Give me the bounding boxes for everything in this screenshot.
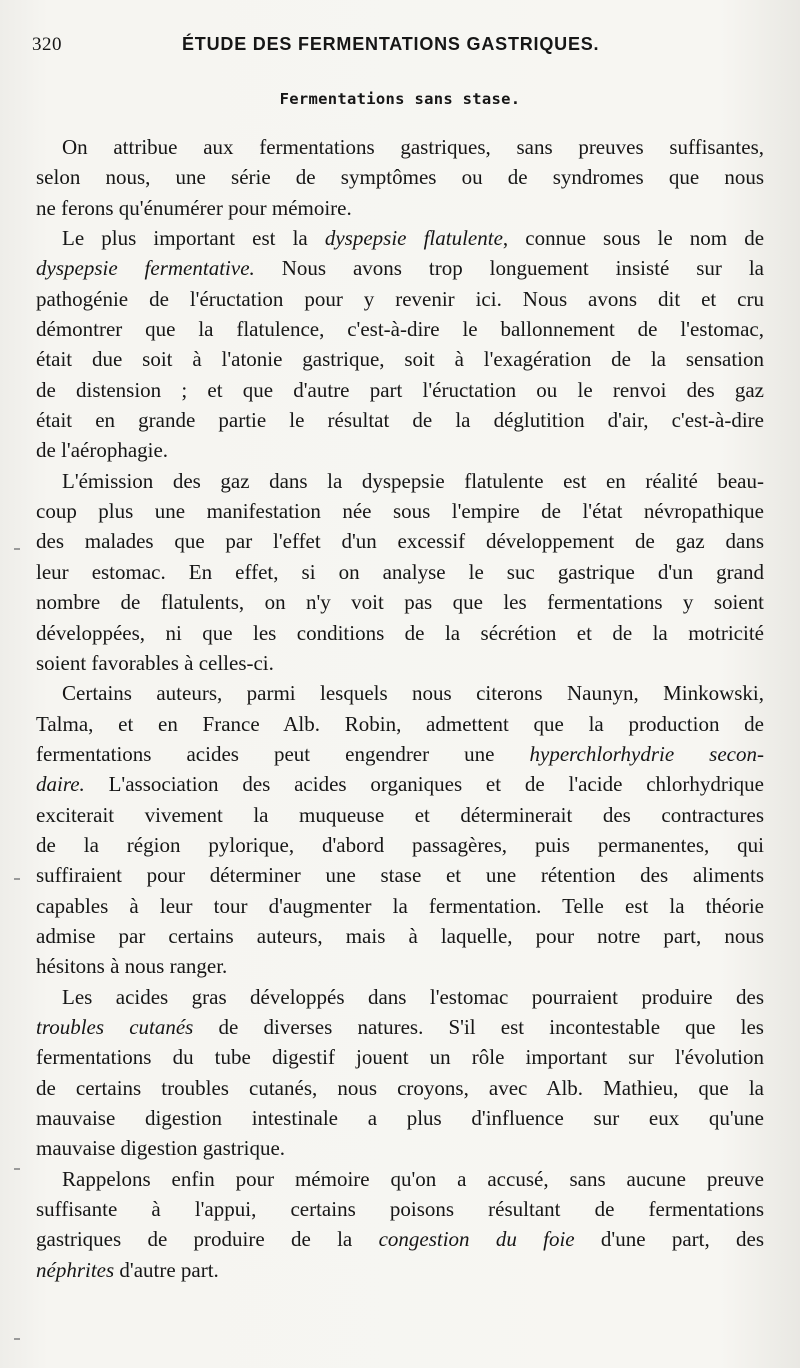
text-line (36, 587, 764, 617)
text-segment: capables à leur tour d'augmenter la fermentation. Telle est la théorie (36, 893, 764, 918)
text-segment: Nous avons trop longuement insisté sur la (254, 256, 765, 281)
body-text (36, 132, 764, 1285)
text-line (36, 344, 764, 374)
text-segment: coup plus une manifestation née sous l'empire de l'état névropathique (36, 499, 764, 524)
text-line (36, 284, 764, 314)
text-segment: suffisante à l'appui, certains poisons résultant de fermentations (36, 1197, 764, 1222)
text-segment: Rappelons enfin pour mémoire qu'on a accusé, sans aucune preuve (62, 1166, 764, 1191)
text-segment: démontrer que la flatulence, c'est-à-dire le ballonnement de l'estomac, (36, 317, 764, 342)
page-header (32, 34, 760, 60)
text-line (36, 253, 764, 283)
text-line (36, 1255, 764, 1285)
text-line (36, 1103, 764, 1133)
text-segment: soient favorables à celles-ci. (36, 650, 274, 675)
text-segment: de certains troubles cutanés, nous croyons, avec Alb. Mathieu, que la (36, 1075, 764, 1100)
text-segment: fermentations du tube digestif jouent un rôle important sur l'évolution (36, 1045, 764, 1070)
text-segment: des malades que par l'effet d'un excessif développement de gaz dans (36, 529, 764, 554)
text-line (36, 193, 764, 223)
italic-text: dyspepsie flatulente (324, 226, 503, 251)
text-line (36, 1012, 764, 1042)
text-segment: Les acides gras développés dans l'estomac pourraient produire des (62, 984, 764, 1009)
text-line (36, 557, 764, 587)
text-line (36, 891, 764, 921)
text-segment: On attribue aux fermentations gastriques, sans preuves suffisantes, (62, 135, 764, 159)
italic-text: hyperchlorhydrie secon- (529, 741, 764, 766)
italic-text: congestion du foie (378, 1227, 575, 1252)
text-line (36, 982, 764, 1012)
italic-text: néphrites (36, 1257, 115, 1282)
text-segment: suffiraient pour déterminer une stase et une rétention des aliments (36, 863, 764, 888)
text-line (36, 709, 764, 739)
text-segment: nombre de flatulents, on n'y voit pas que les fermentations y soient (36, 590, 764, 615)
text-segment: L'émission des gaz dans la dyspepsie flatulente est en réalité beau- (62, 468, 764, 493)
text-line (36, 648, 764, 678)
margin-mark (14, 548, 20, 550)
text-line (36, 314, 764, 344)
text-line (36, 1224, 764, 1254)
running-title: ÉTUDE DES FERMENTATIONS GASTRIQUES. (182, 34, 600, 54)
text-line (36, 1073, 764, 1103)
margin-mark (14, 1168, 20, 1170)
text-line (36, 162, 764, 192)
text-segment: développées, ni que les conditions de la sécrétion et de la motricité (36, 620, 764, 645)
text-segment: était en grande partie le résultat de la déglutition d'air, c'est-à-dire (36, 408, 764, 433)
text-line (36, 921, 764, 951)
text-segment: L'association des acides organiques et de l'acide chlorhydrique (84, 772, 764, 797)
text-segment: de l'aérophagie. (36, 438, 169, 463)
text-segment: , connue sous le nom de (502, 226, 765, 251)
text-line (36, 496, 764, 526)
text-segment: de diverses natures. S'il est incontestable que les (193, 1014, 764, 1039)
text-line (36, 951, 764, 981)
text-segment: leur estomac. En effet, si on analyse le suc gastrique d'un grand (36, 559, 764, 584)
text-line (36, 1133, 764, 1163)
text-segment: Talma, et en France Alb. Robin, admettent que la production de (36, 711, 764, 736)
text-line (36, 526, 764, 556)
text-segment: mauvaise digestion gastrique. (36, 1136, 286, 1161)
page-number: 320 (32, 34, 62, 55)
text-line (36, 435, 764, 465)
text-segment: mauvaise digestion intestinale a plus d'influence sur eux qu'une (36, 1106, 764, 1130)
text-segment: pathogénie de l'éructation pour y revenir ici. Nous avons dit et cru (36, 286, 764, 311)
text-line (36, 223, 764, 253)
italic-text: dyspepsie fermentative. (36, 256, 255, 281)
text-segment: était due soit à l'atonie gastrique, soit à l'exagération de la sensation (36, 347, 764, 372)
margin-mark (14, 1338, 20, 1340)
text-segment: exciterait vivement la muqueuse et déterminerait des contractures (36, 802, 764, 827)
text-segment: de la région pylorique, d'abord passagères, puis permanentes, qui (36, 832, 764, 857)
text-segment: de distension ; et que d'autre part l'éructation ou le renvoi des gaz (36, 377, 764, 402)
text-segment: d'une part, des (574, 1227, 764, 1252)
text-line (36, 739, 764, 769)
text-line (36, 860, 764, 890)
text-segment: admise par certains auteurs, mais à laquelle, pour notre part, nous (36, 923, 764, 948)
text-line (36, 375, 764, 405)
margin-mark (14, 878, 20, 880)
text-segment: hésitons à nous ranger. (36, 954, 228, 979)
text-segment: Certains auteurs, parmi lesquels nous citerons Naunyn, Minkowski, (62, 681, 764, 706)
text-line (36, 1164, 764, 1194)
text-segment: d'autre part. (114, 1257, 219, 1282)
italic-text: troubles cutanés (36, 1014, 194, 1039)
text-segment: gastriques de produire de la (36, 1227, 379, 1252)
text-line (36, 618, 764, 648)
text-line (36, 769, 764, 799)
italic-text: daire. (36, 772, 85, 797)
text-segment: ne ferons qu'énumérer pour mémoire. (36, 195, 352, 220)
section-title: Fermentations sans stase. (279, 90, 521, 108)
text-line (36, 132, 764, 162)
text-line (36, 1194, 764, 1224)
text-segment: fermentations acides peut engendrer une (36, 741, 530, 766)
text-line (36, 678, 764, 708)
text-segment: selon nous, une série de symptômes ou de syndromes que nous (36, 165, 764, 190)
text-line (36, 830, 764, 860)
text-line (36, 466, 764, 496)
text-line (36, 405, 764, 435)
text-line (36, 800, 764, 830)
text-line (36, 1042, 764, 1072)
text-segment: Le plus important est la (62, 226, 325, 251)
